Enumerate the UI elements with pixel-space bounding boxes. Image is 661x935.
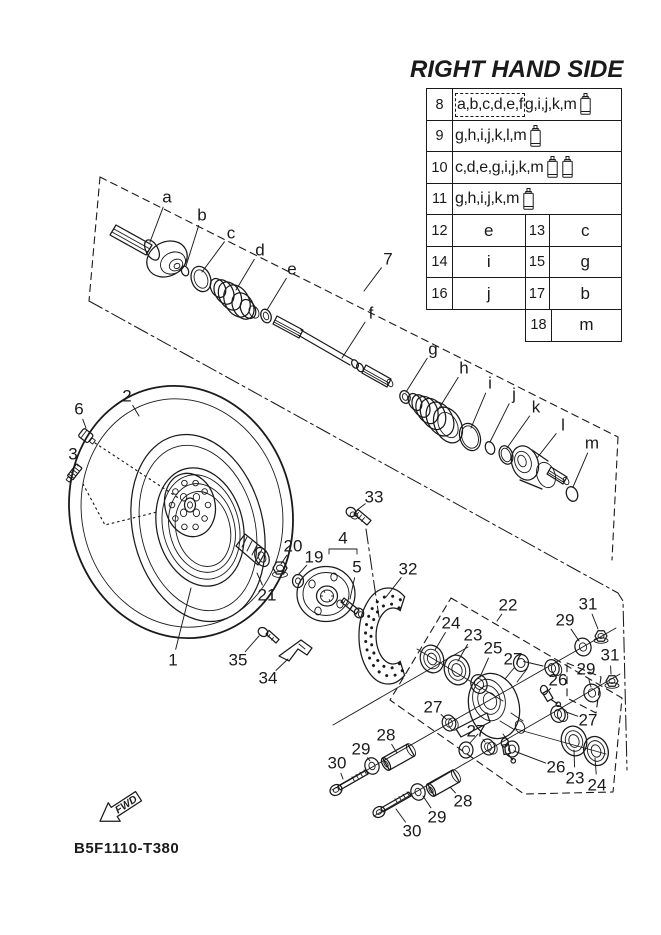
part-callout-k[interactable]: k [531,397,541,417]
ref-letter: b [580,283,590,303]
leader-line [406,358,427,392]
part-callout-27[interactable]: 27 [423,697,443,717]
leader-line [571,629,579,641]
part-callout-i[interactable]: i [488,373,492,393]
part-callout-7[interactable]: 7 [383,249,393,269]
part-callout-6[interactable]: 6 [74,399,84,419]
ref-num: 12 [427,215,453,246]
part-callout-28[interactable]: 28 [376,725,396,745]
part-callout-h[interactable]: h [459,358,469,378]
ref-num: 15 [526,247,550,278]
ref-letter: j [453,278,526,309]
part-callout-3[interactable]: 3 [68,444,78,464]
part-callout-23[interactable]: 23 [565,768,585,788]
leader-line [83,419,86,428]
axle-nut [273,562,288,578]
leader-line [341,773,343,779]
part-callout-33[interactable]: 33 [364,487,384,507]
leader-line [236,259,254,290]
leader-line [524,662,543,667]
part-callout-29[interactable]: 29 [576,659,596,679]
part-callout-l[interactable]: l [561,415,565,435]
leader-line [364,268,381,291]
tire-and-rim [43,362,320,662]
part-callout-20[interactable]: 20 [283,536,303,556]
ref-letter: e [453,215,526,246]
leader-line [435,633,445,651]
part-callout-e[interactable]: e [287,259,297,279]
part-callout-30[interactable]: 30 [327,753,347,773]
part-callout-d[interactable]: d [255,240,265,260]
leader-line [458,645,468,662]
sensor-bracket [279,640,312,661]
part-callout-31[interactable]: 31 [578,594,598,614]
part-callout-4[interactable]: 4 [338,528,348,548]
part-callout-1[interactable]: 1 [168,650,178,670]
fwd-arrow [94,787,145,831]
ref-num: 8 [427,89,453,120]
leader-line [490,404,509,442]
leader-line [423,796,431,808]
part-callout-m[interactable]: m [584,433,600,453]
brake-disc-guard [359,588,405,684]
hub-bolt [344,505,371,525]
ref-num: 16 [427,278,453,309]
leader-line [507,416,530,448]
ref-num: 13 [526,215,550,246]
leader-line [396,809,406,822]
bracket-bolt [256,626,279,643]
ref-num: 17 [526,278,550,309]
part-callout-28[interactable]: 28 [453,791,473,811]
part-callout-23[interactable]: 23 [463,625,483,645]
part-callout-24[interactable]: 24 [441,613,461,633]
letter-list: g,i,j,k,m [524,95,577,113]
part-callout-32[interactable]: 32 [398,559,418,579]
leader-line [514,751,546,763]
part-callout-26[interactable]: 26 [546,757,566,777]
leader-line [267,278,286,310]
page-title: RIGHT HAND SIDE [410,56,624,83]
part-callout-27[interactable]: 27 [466,721,486,741]
part-callout-26[interactable]: 26 [548,670,568,690]
part-callout-34[interactable]: 34 [258,668,278,688]
part-callout-31[interactable]: 31 [600,645,620,665]
ref-num: 11 [427,184,453,215]
part-callout-29[interactable]: 29 [351,739,371,759]
ref-letter: i [453,247,526,278]
part-callout-24[interactable]: 24 [587,775,607,795]
ref-num: 10 [427,152,453,183]
boxed-letters: a,b,c,d,e,f [455,93,525,117]
leader-line [276,659,288,670]
callout-layer [68,188,619,841]
part-callout-21[interactable]: 21 [257,585,277,605]
part-callout-29[interactable]: 29 [427,807,447,827]
axle-cap [236,534,272,569]
part-callout-29[interactable]: 29 [555,610,575,630]
leader-line [592,614,598,629]
letter-list: g,h,i,j,k,l,m [455,127,527,144]
ref-letter: c [581,220,590,240]
knuckle-hardware [440,631,619,764]
leader-line [150,207,163,242]
leader-line [342,322,365,358]
leader-line [438,377,458,410]
drive-shaft-assembly [110,225,580,503]
leader-line [176,588,191,649]
part-callout-g[interactable]: g [428,339,438,359]
fwd-label: FWD [112,793,140,817]
leader-line [202,242,224,272]
ref-letter: g [580,252,590,271]
leader-line [186,226,199,267]
part-callout-2[interactable]: 2 [122,386,132,406]
leader-line [386,578,401,597]
leader-line [537,434,556,458]
part-callout-27[interactable]: 27 [503,649,523,669]
part-callout-30[interactable]: 30 [402,821,422,841]
ref-letter: m [579,315,594,334]
letter-list: c,d,e,g,i,j,k,m [455,158,544,176]
part-callout-27[interactable]: 27 [578,710,598,730]
leader-line [497,614,502,621]
part-callout-j[interactable]: j [512,384,516,404]
part-callout-5[interactable]: 5 [352,557,362,577]
leader-line [574,750,575,767]
part-callout-19[interactable]: 19 [304,547,324,567]
ref-num: 14 [427,247,453,278]
leader-line [595,758,596,774]
ref-num: 9 [427,121,453,152]
part-callout-25[interactable]: 25 [483,638,503,658]
leader-line [471,393,486,428]
ref-num: 18 [526,310,552,341]
drawing-code: B5F1110-T380 [74,840,180,857]
leader-line [573,453,588,487]
leader-line [298,565,307,575]
part-callout-f[interactable]: f [368,303,374,323]
leader-line [589,680,591,687]
part-callout-35[interactable]: 35 [228,650,248,670]
part-callout-b[interactable]: b [197,205,207,225]
part-callout-a[interactable]: a [162,187,172,207]
part-callout-c[interactable]: c [226,223,236,243]
letter-list: g,h,i,j,k,m [455,190,520,207]
leader-line [245,636,259,652]
part-callout-22[interactable]: 22 [498,595,518,615]
